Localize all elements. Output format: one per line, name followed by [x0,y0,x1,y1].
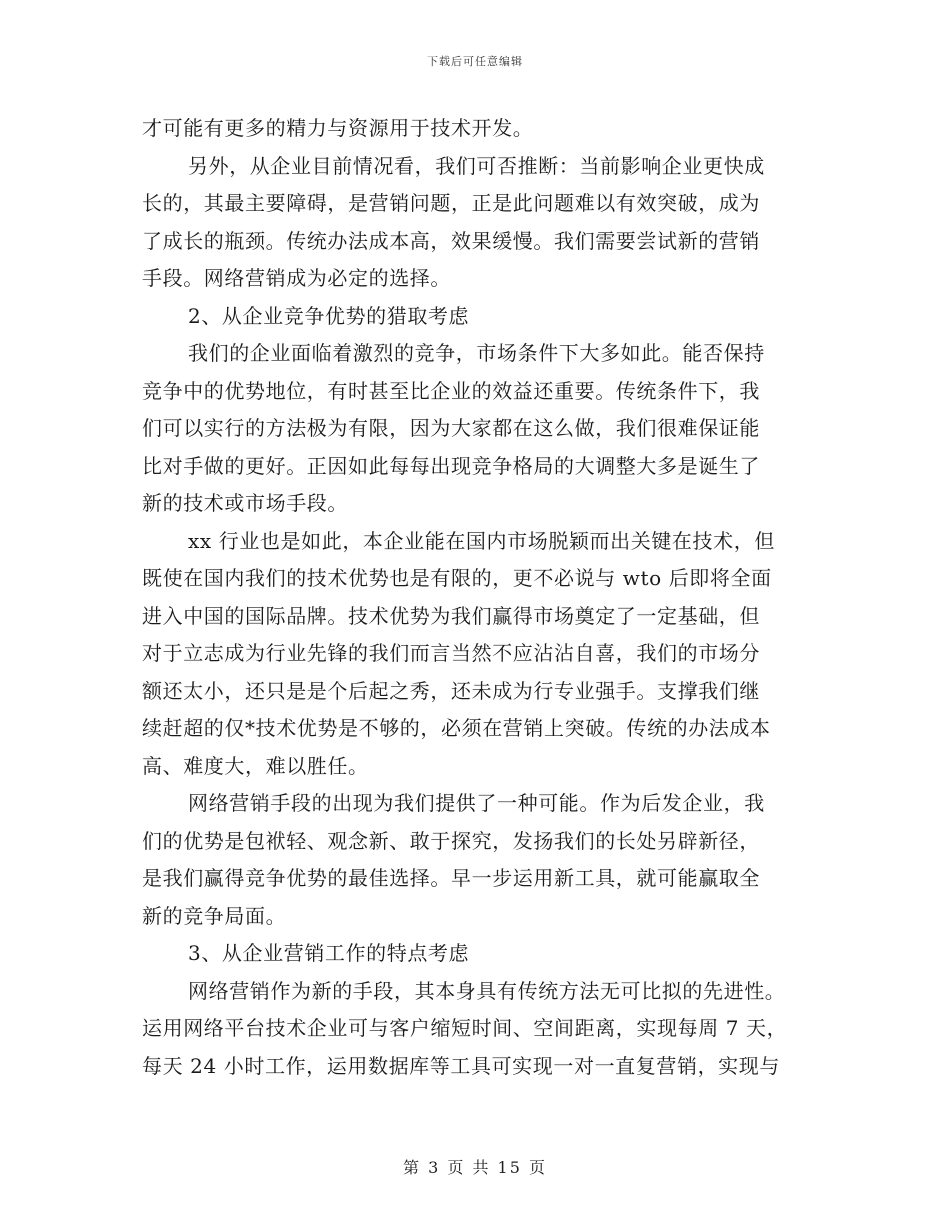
text-line: 新的竞争局面。 [142,903,287,928]
text-line: 们的优势是包袱轻、观念新、敢于探究，发扬我们的长处另辟新径， [142,828,760,853]
text-line: xx 行业也是如此，本企业能在国内市场脱颖而出关键在技术，但 [188,528,775,553]
text-line: 2、从企业竞争优势的猎取考虑 [188,303,470,328]
text-line: 网络营销手段的出现为我们提供了一种可能。作为后发企业，我 [188,791,765,815]
text-line: 既使在国内我们的技术优势也是有限的，更不必说与 wto 后即将全面 [142,566,772,590]
text-line: 进入中国的国际品牌。技术优势为我们赢得市场奠定了一定基础，但 [142,603,760,628]
document-body [142,110,812,1085]
page-number-footer: 第 3 页 共 15 页 [403,1158,547,1177]
text-line: 3、从企业营销工作的特点考虑 [188,941,470,965]
text-line: 手段。网络营销成为必定的选择。 [142,266,451,290]
text-line: 额还太小，还只是是个后起之秀，还未成为行专业强手。支撑我们继 [142,678,760,703]
text-line: 对于立志成为行业先锋的我们而言当然不应沾沾自喜，我们的市场分 [142,641,760,665]
page-header-note: 下载后可任意编辑 [427,55,523,68]
text-line: 了成长的瓶颈。传统办法成本高，效果缓慢。我们需要尝试新的营销 [142,228,760,253]
text-line: 另外，从企业目前情况看，我们可否推断：当前影响企业更快成 [188,153,765,178]
text-line: 网络营销作为新的手段，其本身具有传统方法无可比拟的先进性。 [188,978,786,1003]
text-line: 新的技术或市场手段。 [142,491,348,515]
text-line: 们可以实行的方法极为有限，因为大家都在这么做，我们很难保证能 [142,416,760,440]
text-line: 运用网络平台技术企业可与客户缩短时间、空间距离，实现每周 7 天， [142,1016,788,1040]
text-line: 竞争中的优势地位，有时甚至比企业的效益还重要。传统条件下，我 [142,378,760,403]
text-line: 我们的企业面临着激烈的竞争，市场条件下大多如此。能否保持 [188,341,765,365]
text-line: 是我们赢得竞争优势的最佳选择。早一步运用新工具，就可能赢取全 [142,866,760,890]
text-line: 续赶超的仅*技术优势是不够的，必须在营销上突破。传统的办法成本 [142,716,771,740]
text-line: 高、难度大，难以胜任。 [142,753,369,778]
text-line: 比对手做的更好。正因如此每每出现竞争格局的大调整大多是诞生了 [142,453,760,478]
text-line: 每天 24 小时工作，运用数据库等工具可实现一对一直复营销，实现与 [142,1053,780,1078]
text-line: 才可能有更多的精力与资源用于技术开发。 [142,116,534,140]
text-line: 长的，其最主要障碍，是营销问题，正是此问题难以有效突破，成为 [142,191,760,215]
